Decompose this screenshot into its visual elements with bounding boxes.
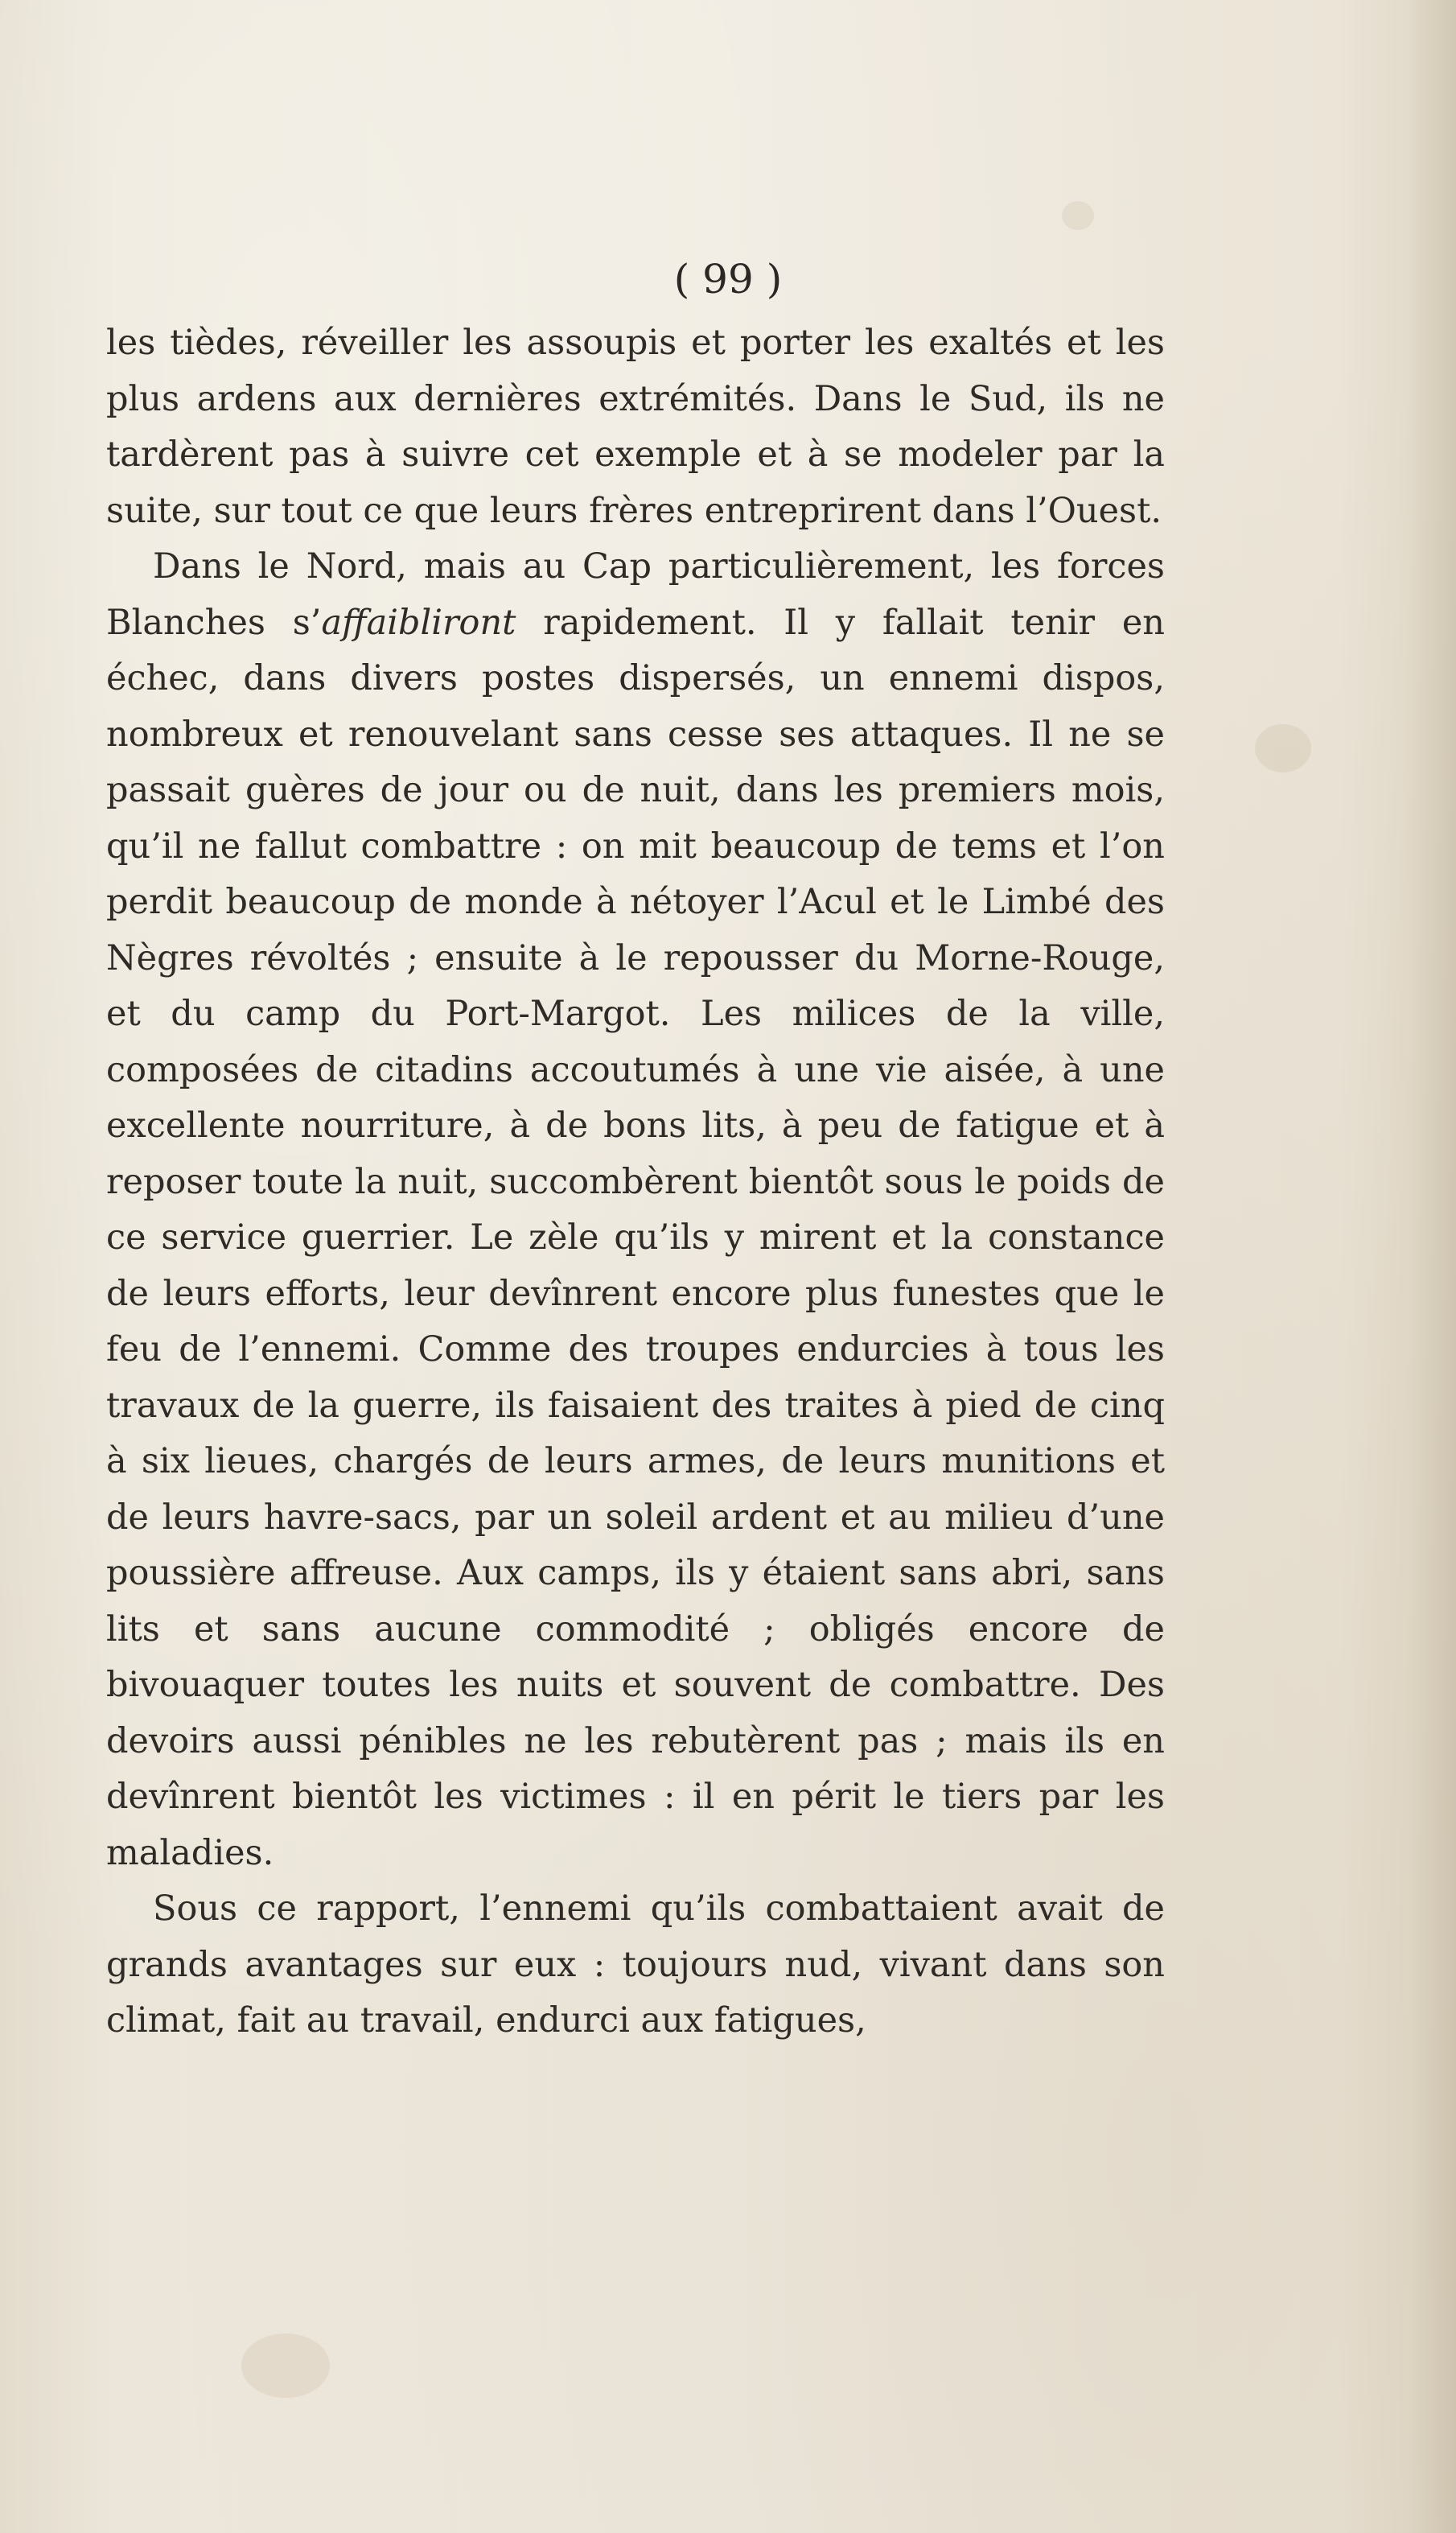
paragraph-2: [106, 539, 1165, 1881]
paragraph-3: Sous ce rapport, l’ennemi qu’ils combattaient avait de grands avantages sur eux : toujours nud, vivant dans son climat, fait au travail, endurci aux fatigues,: [106, 1888, 1165, 2041]
page-number: ( 99 ): [673, 256, 783, 303]
page-edge-shadow: [1408, 0, 1456, 2533]
paper-stain: [241, 2333, 330, 2398]
paper-stain: [1255, 724, 1311, 772]
paper-stain: [1062, 201, 1094, 230]
italic-word: affaibliront: [321, 602, 516, 643]
body-text: [106, 315, 1165, 2049]
paragraph-2-rest: rapidement. Il y fallait tenir en échec, dans divers postes dispersés, un ennemi dispos, nombreux et renouvelant sans cesse ses attaques. Il ne se passait guères de jour ou de nuit, dans les premiers mois, qu’il ne fallut combattre : on mit beaucoup de tems et l’on perdit beaucoup de monde à nétoyer l’Acul et le Limbé des Nègres révoltés ; ensuite à le repousser du Morne-Rouge, et du camp du Port-Margot. Les milices de la ville, composées de citadins accoutumés à une vie aisée, à une excellente nourriture, à de bons lits, à peu de fatigue et à reposer toute la nuit, succombèrent bientôt sous le poids de ce service guerrier. Le zèle qu’ils y mirent et la constance de leurs efforts, leur devînrent encore plus funestes que le feu de l’ennemi. Comme des troupes endurcies à tous les travaux de la guerre, ils faisaient des traites à pied de cinq à six lieues, chargés de leurs armes, de leurs munitions et de leurs havre-sacs, par un soleil ardent et au milieu d’une poussière affreuse. Aux camps, ils y étaient sans abri, sans lits et sans aucune commodité ; obligés encore de bivouaquer toutes les nuits et souvent de combattre. Des devoirs aussi pénibles ne les rebutèrent pas ; mais ils en devînrent bientôt les victimes : il en périt le tiers par les maladies.: [106, 602, 1165, 1873]
paragraph-2-start: Dans le Nord, mais au Cap particulièrement, les forces Blanches s’: [106, 546, 1165, 643]
paragraph-1: les tièdes, réveiller les assoupis et porter les exaltés et les plus ardens aux dernières extrémités. Dans le Sud, ils ne tardèrent pas à suivre cet exemple et à se modeler par la suite, sur tout ce que leurs frères entreprirent dans l’Ouest.: [106, 323, 1165, 531]
